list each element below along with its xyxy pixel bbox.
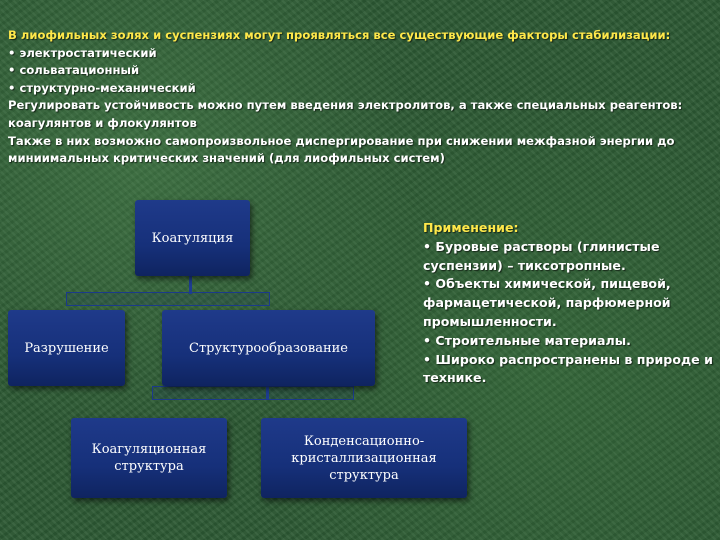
condensation-structure-box <box>261 418 467 498</box>
application-item-nature: • Широко распространены в природе и технике. <box>423 351 713 386</box>
coagulation-box <box>135 200 250 276</box>
application-text <box>423 219 713 388</box>
cond-structure-line1: Конденсационно- <box>303 433 425 449</box>
structure-formation-box <box>162 310 375 386</box>
connector-stem-bottom <box>266 385 269 399</box>
application-item-construction: • Строительные материалы. <box>423 332 631 348</box>
bullet-solvation: • сольватационный <box>8 63 140 78</box>
intro-heading: В лиофильных золях и суспензиях могут проявляться все существующие факторы стабилизации: <box>8 28 671 42</box>
regulation-text: Регулировать устойчивость можно путем введения электролитов, а также специальных реагентов: коагулянтов и флокулянтов <box>8 98 683 130</box>
connector-bottom <box>152 386 354 400</box>
coagulation-label: Коагуляция <box>151 230 234 246</box>
application-item-drilling: • Буровые растворы (глинистые суспензии) – тиксотропные. <box>423 238 660 273</box>
coagulation-structure-box <box>71 418 227 498</box>
bullet-electrostatic: • электростатический <box>8 45 157 60</box>
application-item-industry: • Объекты химической, пищевой, фармацетической, парфюмерной промышленности. <box>423 276 671 329</box>
intro-text <box>8 27 712 168</box>
connector-stem-top <box>189 276 192 294</box>
cond-structure-line3: структура <box>329 467 399 483</box>
application-title: Применение: <box>423 220 519 235</box>
connector-top <box>66 292 270 306</box>
destruction-box <box>8 310 125 386</box>
destruction-label: Разрушение <box>24 340 109 356</box>
dispersion-text: Также в них возможно самопроизвольное диспергирование при снижении межфазной энергии до миниимальных критических значений (для лиофильных систем) <box>8 133 675 166</box>
coag-structure-line2: структура <box>114 459 184 474</box>
bullet-structural: • структурно-механический <box>8 80 196 95</box>
structure-formation-label: Структурообразование <box>189 340 348 356</box>
cond-structure-line2: кристаллизационная <box>291 450 437 466</box>
coag-structure-line1: Коагуляционная <box>91 442 207 457</box>
